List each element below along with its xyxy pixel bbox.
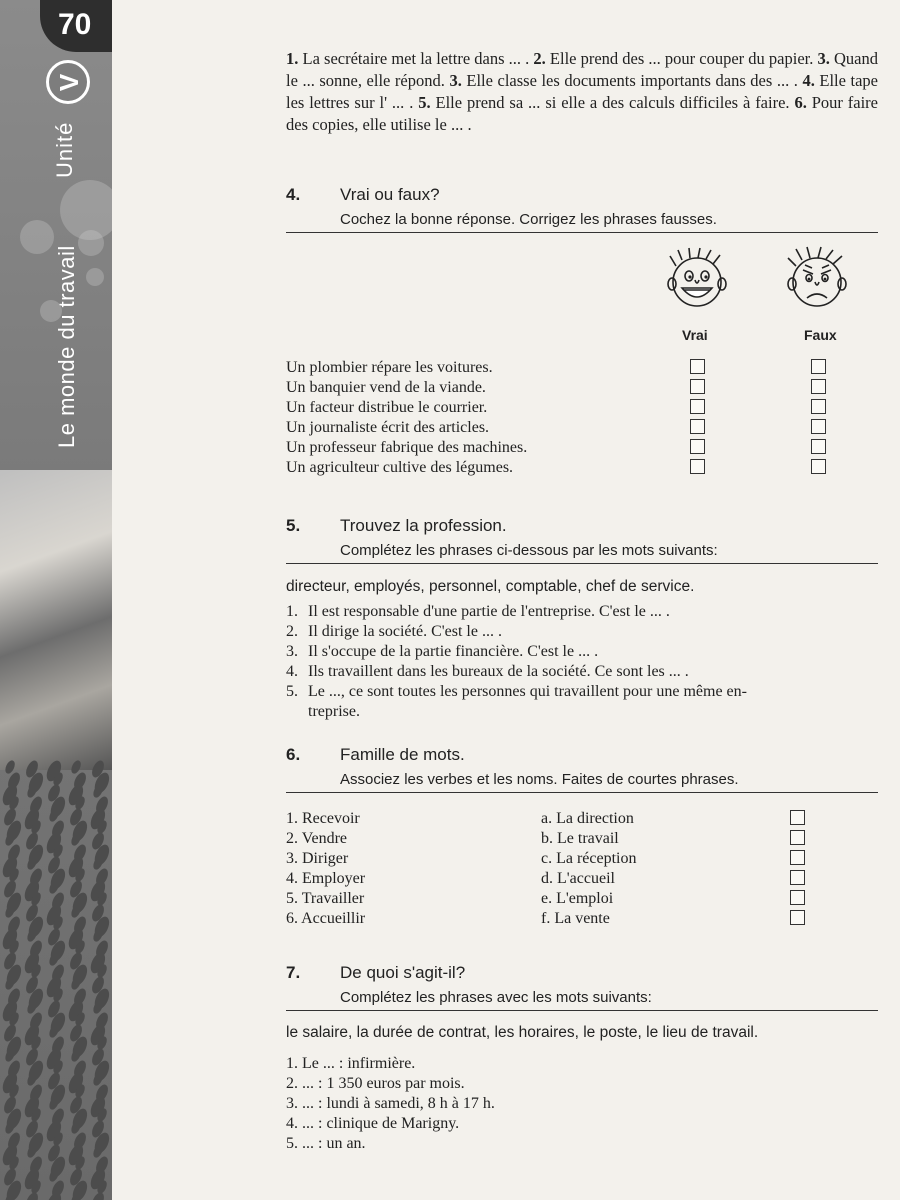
match-checkbox[interactable] (790, 870, 805, 885)
verb-item: 2. Vendre (286, 830, 348, 847)
ex5-instruction: Complétez les phrases ci-dessous par les mots suivants: (340, 542, 718, 559)
false-checkbox[interactable] (811, 439, 826, 454)
unit-word: Unité (52, 121, 77, 178)
statement-3: Un facteur distribue le courrier. (286, 399, 488, 416)
match-checkbox[interactable] (790, 890, 805, 905)
ex5-rule (286, 563, 878, 564)
decor-dot (86, 268, 104, 286)
match-checkbox[interactable] (790, 830, 805, 845)
true-checkbox[interactable] (690, 459, 705, 474)
ex7-word-list: le salaire, la durée de contrat, les horaires, le poste, le lieu de travail. (286, 1024, 759, 1041)
ex4-rule (286, 232, 878, 233)
ex5-item-number: 5. (286, 683, 298, 700)
ex6-number: 6. (286, 745, 301, 764)
ex5-item-text: Le ..., ce sont toutes les personnes qui travaillent pour une même en- (308, 683, 747, 700)
ex6-instruction: Associez les verbes et les noms. Faites de courtes phrases. (340, 771, 739, 788)
intro-part: 3. Elle classe les documents importants dans des ... . (449, 71, 803, 90)
verb-item: 5. Travailler (286, 890, 365, 907)
false-checkbox[interactable] (811, 359, 826, 374)
ex7-instruction: Complétez les phrases avec les mots suivants: (340, 989, 652, 1006)
ex6-rule (286, 792, 878, 793)
match-checkbox[interactable] (790, 850, 805, 865)
verb-item: 6. Accueillir (286, 910, 366, 927)
col-head-true: Vrai (682, 327, 708, 343)
ex7-item: 1. Le ... : infirmière. (286, 1055, 416, 1072)
ex5-item-text-cont: treprise. (308, 703, 360, 720)
ex4-number: 4. (286, 185, 301, 204)
ex6-title: Famille de mots. (340, 745, 465, 764)
statement-1: Un plombier répare les voitures. (286, 359, 493, 376)
ex7-number: 7. (286, 963, 301, 982)
hands-photo (0, 470, 112, 770)
ex5-item-text: Il est responsable d'une partie de l'entreprise. C'est le ... . (308, 603, 670, 620)
ex5-number: 5. (286, 516, 301, 535)
decor-dot (20, 220, 54, 254)
ex5-item-number: 4. (286, 663, 298, 680)
decor-dot (90, 1191, 107, 1200)
noun-item: c. La réception (541, 850, 637, 867)
noun-item: d. L'accueil (541, 870, 615, 887)
statement-2: Un banquier vend de la viande. (286, 379, 486, 396)
ex5-item-number: 1. (286, 603, 298, 620)
ex7-item: 2. ... : 1 350 euros par mois. (286, 1075, 465, 1092)
sad-face-icon (782, 246, 852, 312)
intro-part: 6. Pour faire des copies, elle utilise le ... . (286, 93, 878, 134)
ex5-item-number: 2. (286, 623, 298, 640)
decor-dot (78, 230, 104, 256)
match-checkbox[interactable] (790, 810, 805, 825)
ex5-item-text: Ils travaillent dans les bureaux de la société. Ce sont les ... . (308, 663, 689, 680)
noun-item: f. La vente (541, 910, 610, 927)
intro-paragraph (286, 48, 878, 136)
ex7-item: 3. ... : lundi à samedi, 8 h à 17 h. (286, 1095, 495, 1112)
match-checkbox[interactable] (790, 910, 805, 925)
ex4-title: Vrai ou faux? (340, 185, 440, 204)
ex5-item-text: Il s'occupe de la partie financière. C'est le ... . (308, 643, 599, 660)
ex5-item-text: Il dirige la société. C'est le ... . (308, 623, 502, 640)
noun-item: b. Le travail (541, 830, 619, 847)
band-title: Le monde du travail (54, 245, 79, 448)
ex5-item-number: 3. (286, 643, 298, 660)
true-checkbox[interactable] (690, 379, 705, 394)
false-checkbox[interactable] (811, 459, 826, 474)
statement-6: Un agriculteur cultive des légumes. (286, 459, 514, 476)
unit-letter: V (54, 73, 85, 92)
true-checkbox[interactable] (690, 419, 705, 434)
noun-item: a. La direction (541, 810, 634, 827)
false-checkbox[interactable] (811, 399, 826, 414)
ex5-word-list: directeur, employés, personnel, comptable, chef de service. (286, 578, 695, 595)
intro-part: 1. La secrétaire met la lettre dans ... . (286, 49, 534, 68)
false-checkbox[interactable] (811, 419, 826, 434)
noun-item: e. L'emploi (541, 890, 614, 907)
ex5-title: Trouvez la profession. (340, 516, 507, 535)
statement-5: Un professeur fabrique des machines. (286, 439, 528, 456)
ex4-instruction: Cochez la bonne réponse. Corrigez les phrases fausses. (340, 211, 717, 228)
ex7-rule (286, 1010, 878, 1011)
statement-4: Un journaliste écrit des articles. (286, 419, 490, 436)
page-number: 70 (58, 8, 92, 41)
verb-item: 1. Recevoir (286, 810, 360, 827)
ex7-item: 5. ... : un an. (286, 1135, 366, 1152)
ex7-title: De quoi s'agit-il? (340, 963, 466, 982)
side-band (0, 0, 112, 1200)
false-checkbox[interactable] (811, 379, 826, 394)
true-checkbox[interactable] (690, 439, 705, 454)
unit-badge (46, 60, 90, 104)
intro-part: 2. Elle prend des ... pour couper du papier. (533, 49, 818, 68)
col-head-false: Faux (804, 327, 837, 343)
ex7-item: 4. ... : clinique de Marigny. (286, 1115, 460, 1132)
verb-item: 4. Employer (286, 870, 366, 887)
decor-dot (24, 1191, 41, 1200)
happy-face-icon (662, 246, 732, 312)
intro-part: 5. Elle prend sa ... si elle a des calculs difficiles à faire. (418, 93, 795, 112)
verb-item: 3. Diriger (286, 850, 349, 867)
true-checkbox[interactable] (690, 359, 705, 374)
intro-part: 4. Elle tape les lettres sur l' ... . (286, 71, 878, 112)
true-checkbox[interactable] (690, 399, 705, 414)
intro-part: 3. Quand le ... sonne, elle répond. (286, 49, 878, 90)
